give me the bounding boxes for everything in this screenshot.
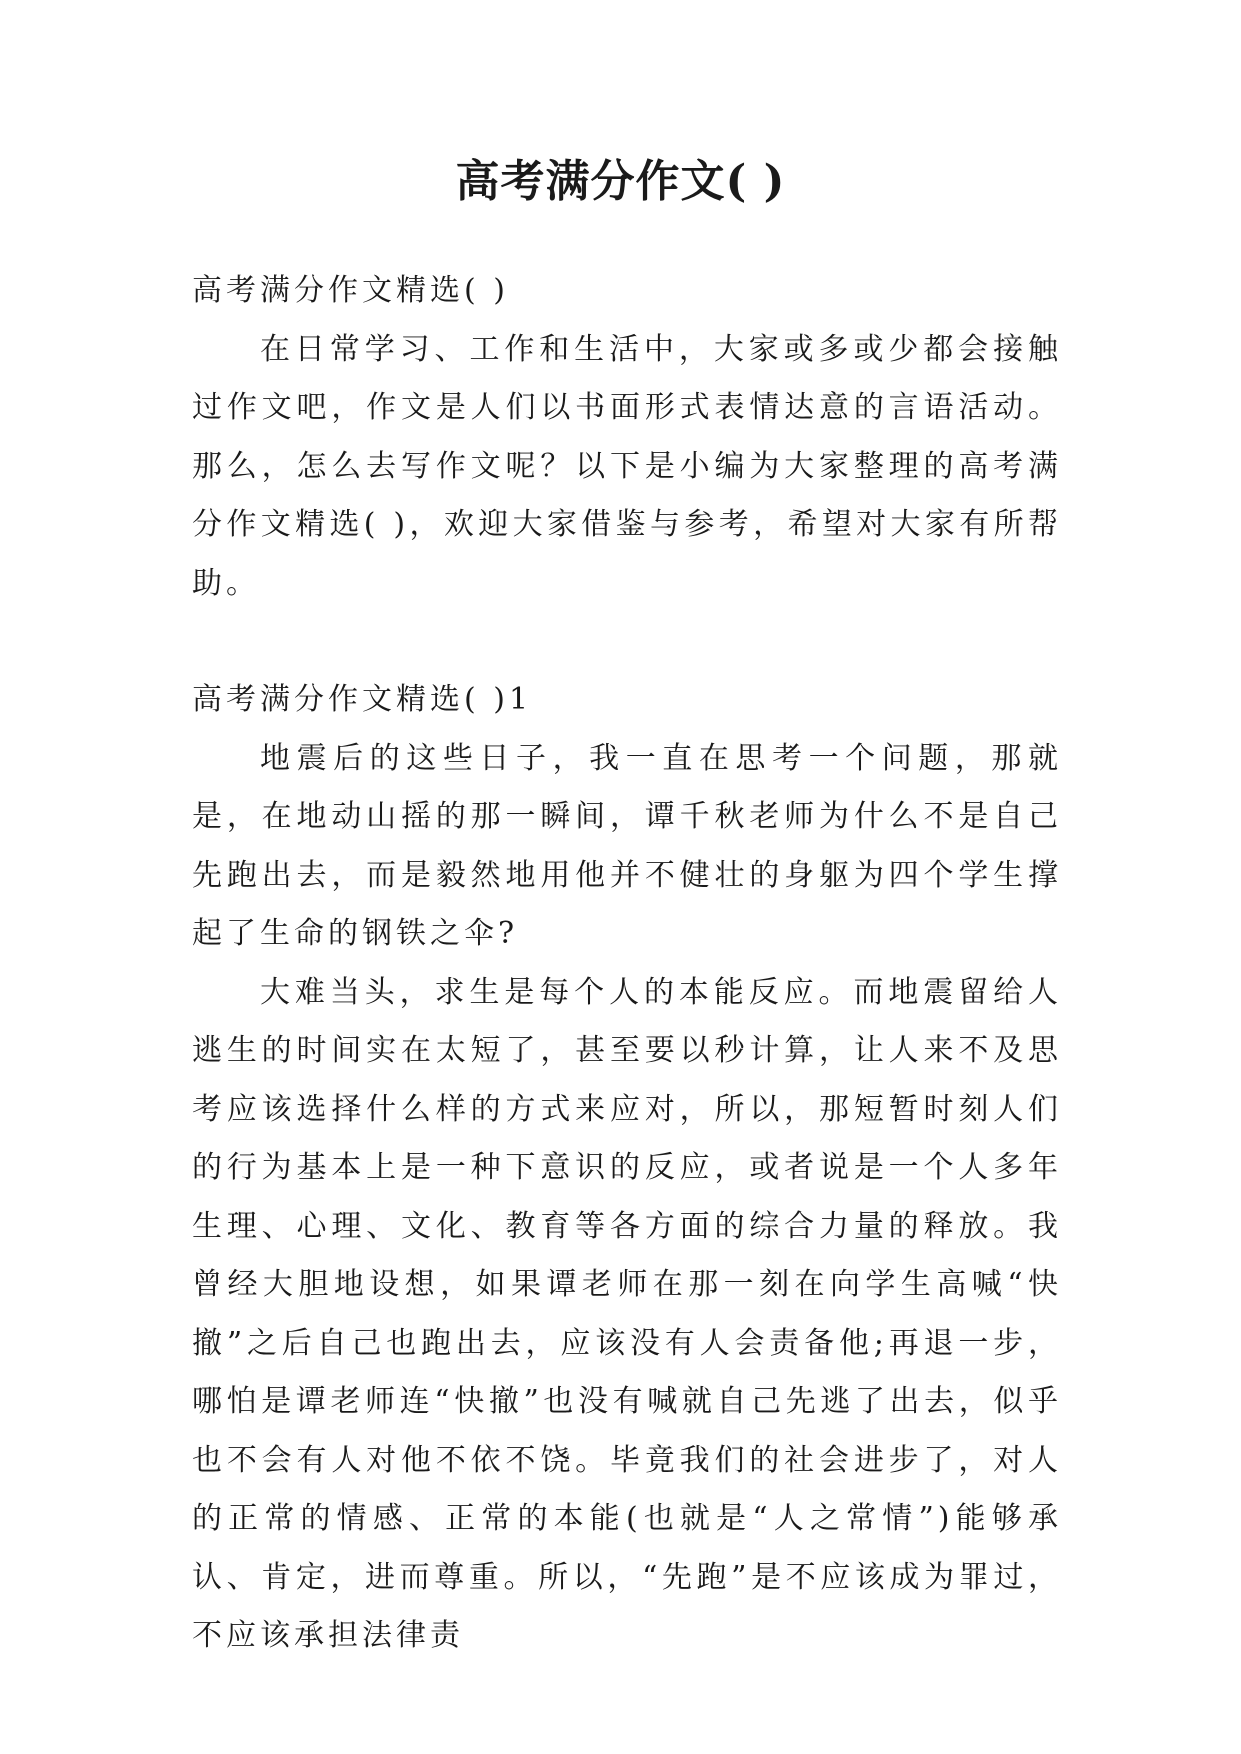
section-gap — [192, 613, 1062, 671]
section-heading: 高考满分作文精选( ) — [192, 273, 509, 308]
body-paragraph-2: 大难当头，求生是每个人的本能反应。而地震留给人逃生的时间实在太短了，甚至要以秒计算，让人来不及思考应该选择什么样的方式来应对，所以，那短暂时刻人们的行为基本上是一种下意识的反应，或者说是一个人多年生理、心理、文化、教育等各方面的综合力量的释放。我曾经大胆地设想，如果谭老师在那一刻在向学生高喊“快撤”之后自己也跑出去，应该没有人会责备他;再退一步，哪怕是谭老师连“快撤”也没有喊就自己先逃了出去，似乎也不会有人对他不依不饶。毕竟我们的社会进步了，对人的正常的情感、正常的本能(也就是“人之常情”)能够承认、肯定，进而尊重。所以，“先跑”是不应该成为罪过，不应该承担法律责 — [192, 974, 1062, 1653]
section-heading-1: 高考满分作文精选( )1 — [192, 682, 533, 717]
body-paragraph-1: 地震后的这些日子，我一直在思考一个问题，那就是，在地动山摇的那一瞬间，谭千秋老师为什么不是自己先跑出去，而是毅然地用他并不健壮的身躯为四个学生撑起了生命的钢铁之伞? — [192, 740, 1062, 951]
document-title: 高考满分作文( ) — [455, 156, 786, 207]
intro-paragraph: 在日常学习、工作和生活中，大家或多或少都会接触过作文吧，作文是人们以书面形式表情达意的言语活动。那么，怎么去写作文呢？以下是小编为大家整理的高考满分作文精选( )，欢迎大家借鉴与参考，希望对大家有所帮助。 — [192, 331, 1062, 601]
document-body — [192, 262, 1062, 1666]
